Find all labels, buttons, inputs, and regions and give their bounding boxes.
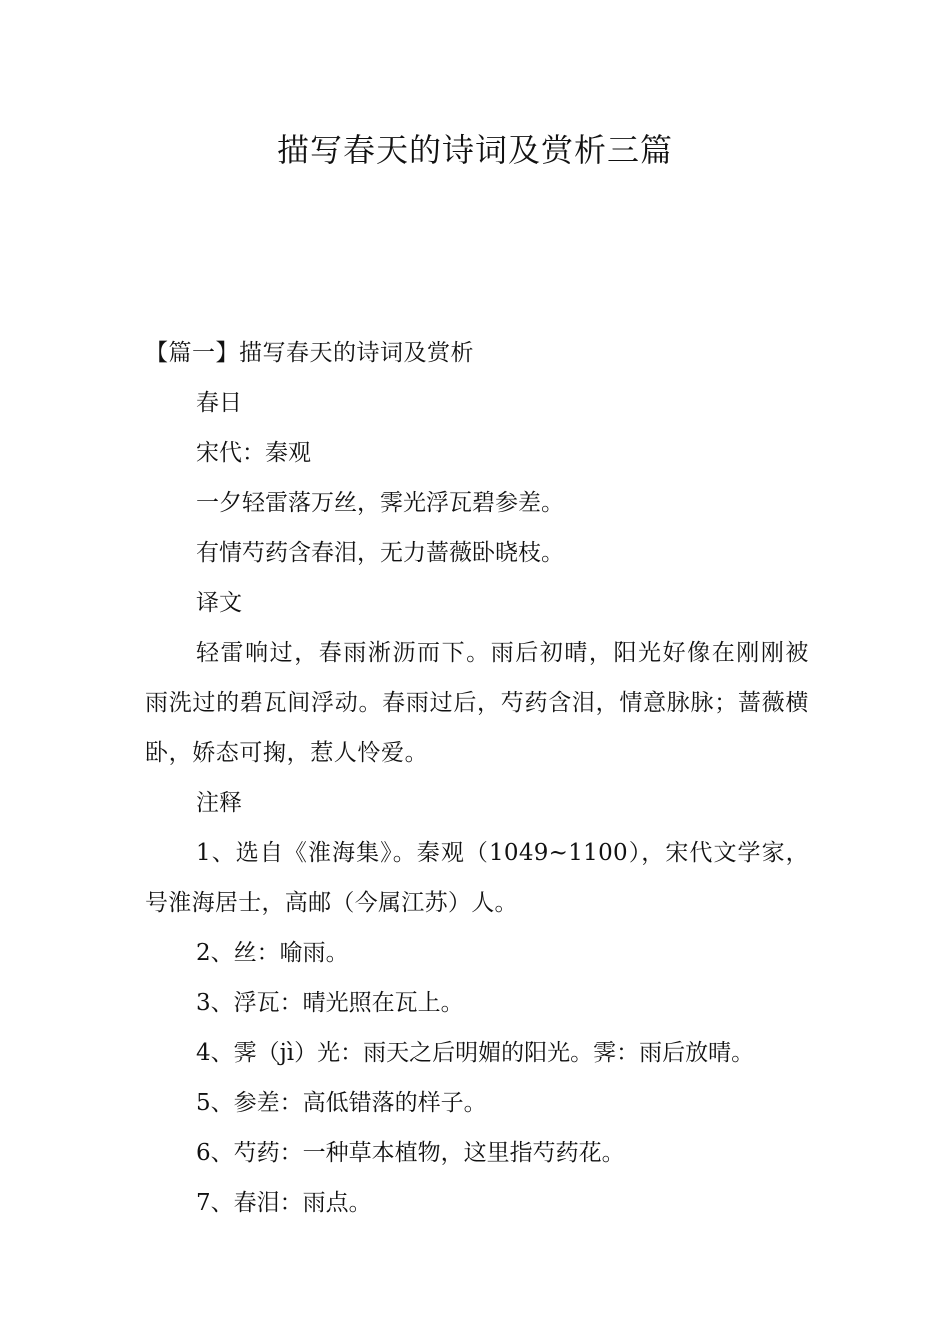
poem-verse: 有情芍药含春泪，无力蔷薇卧晓枝。 bbox=[196, 540, 564, 566]
poem-verse: 一夕轻雷落万丝，霁光浮瓦碧参差。 bbox=[196, 490, 564, 516]
document-body bbox=[145, 328, 809, 1228]
note-item: 1、选自《淮海集》。秦观（1049~1100），宋代文学家，号淮海居士，高邮（今属江苏）人。 bbox=[145, 840, 809, 916]
poem-title: 春日 bbox=[196, 390, 242, 416]
translation-label: 译文 bbox=[196, 590, 242, 616]
document-title: 描写春天的诗词及赏析三篇 bbox=[276, 131, 673, 169]
note-item: 2、丝：喻雨。 bbox=[196, 940, 349, 966]
note-item: 3、浮瓦：晴光照在瓦上。 bbox=[196, 990, 464, 1016]
note-item: 4、霁（jì）光：雨天之后明媚的阳光。霁：雨后放晴。 bbox=[196, 1040, 755, 1066]
poem-author: 宋代：秦观 bbox=[196, 440, 311, 466]
note-item: 5、参差：高低错落的样子。 bbox=[196, 1090, 487, 1116]
translation-text: 轻雷响过，春雨淅沥而下。雨后初晴，阳光好像在刚刚被雨洗过的碧瓦间浮动。春雨过后，芍药含泪，情意脉脉；蔷薇横卧，娇态可掬，惹人怜爱。 bbox=[145, 640, 809, 766]
note-item: 6、芍药：一种草本植物，这里指芍药花。 bbox=[196, 1140, 625, 1166]
section-heading: 【篇一】描写春天的诗词及赏析 bbox=[145, 340, 474, 366]
notes-label: 注释 bbox=[196, 790, 242, 816]
note-item: 7、春泪：雨点。 bbox=[196, 1190, 372, 1216]
